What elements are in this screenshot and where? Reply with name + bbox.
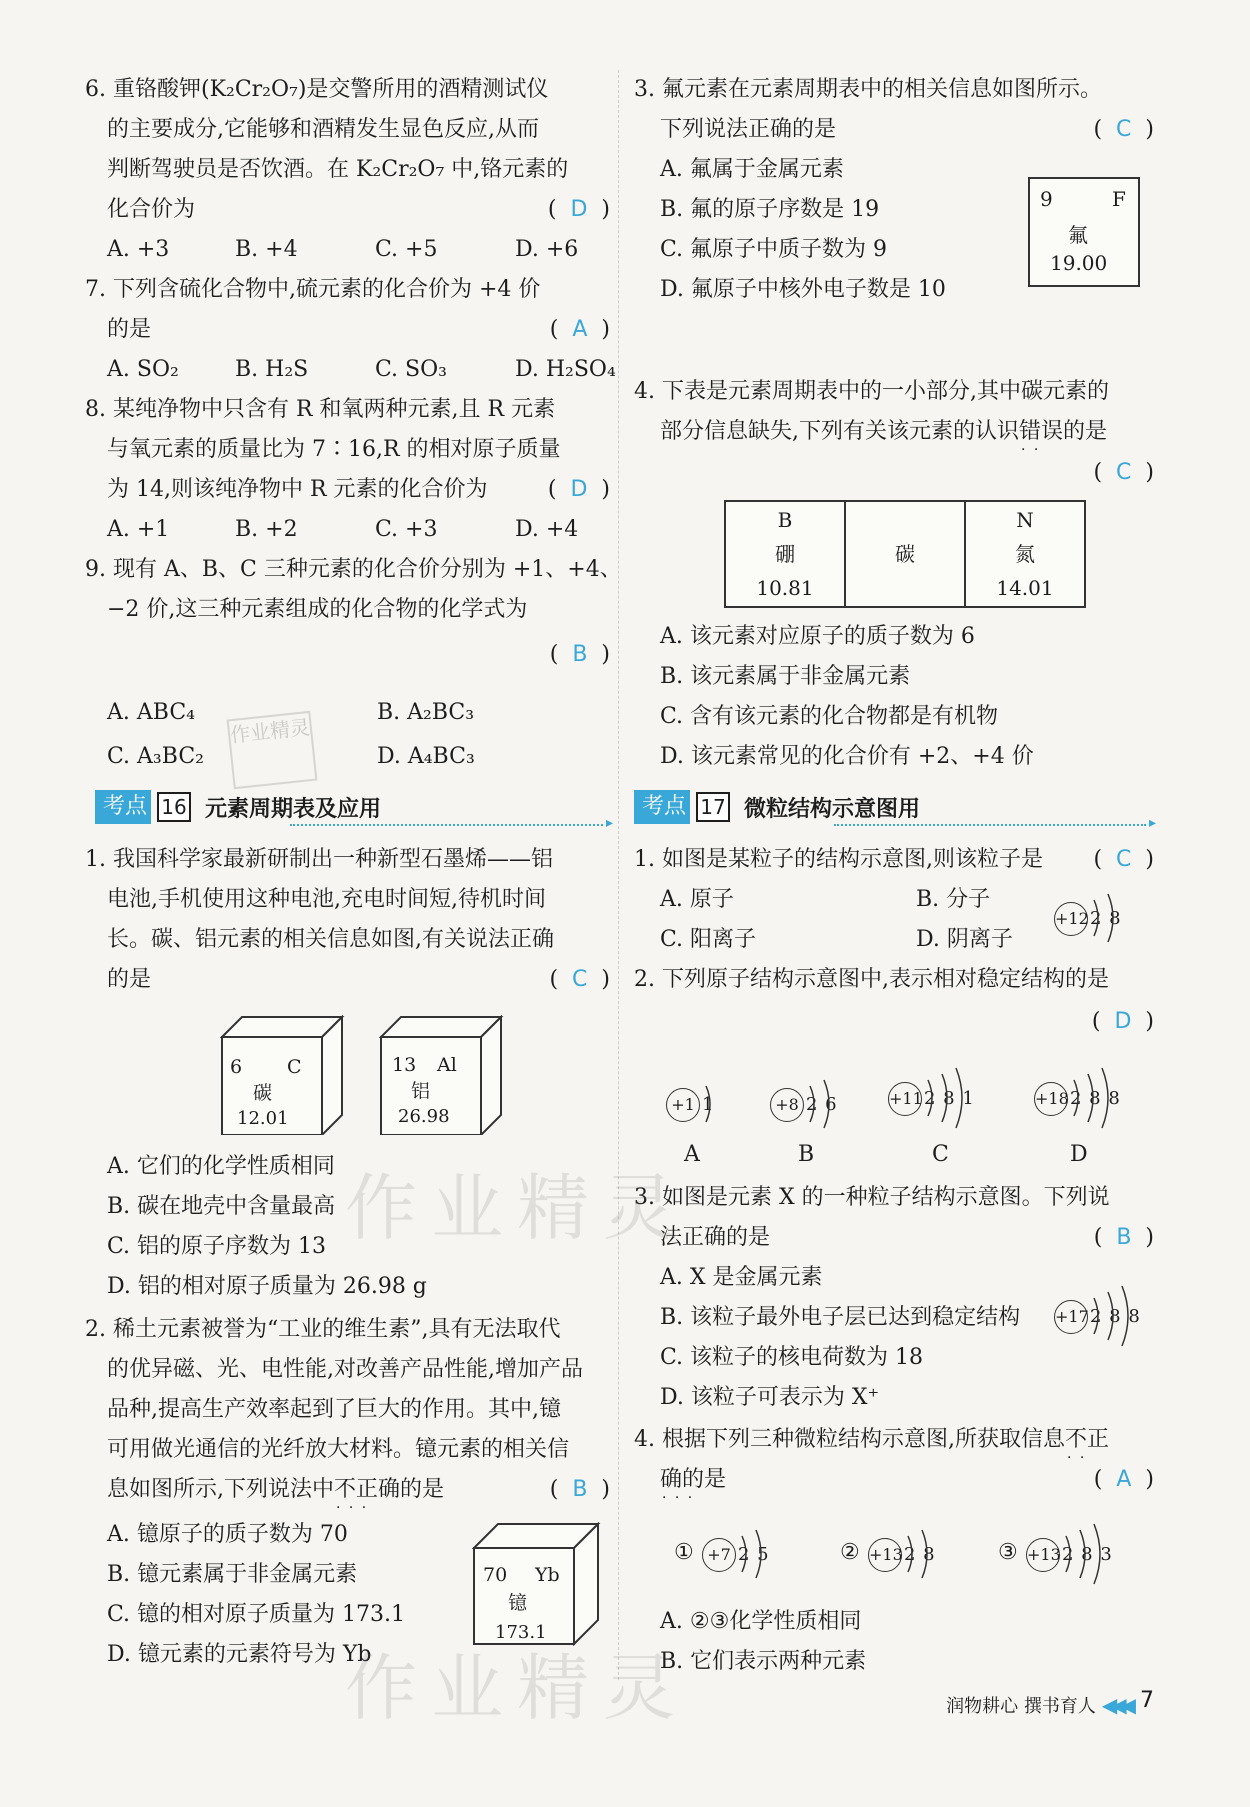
- r-q4-line-2: [660, 417, 1107, 447]
- carbon-symbol: C: [287, 1056, 302, 1078]
- s17q2-label-d: D: [1070, 1142, 1088, 1167]
- s17q2-atom-b-nucleus: +8: [770, 1088, 804, 1122]
- section-17-divider: [834, 824, 1146, 826]
- fluorine-symbol: F: [1112, 187, 1126, 211]
- s17q1-option-c: C. 阳离子: [660, 927, 757, 952]
- s16q2-line-5-post: 的是: [400, 1477, 445, 1502]
- r-q3-answer-letter: C: [1116, 117, 1132, 142]
- r-q3-option-a: A. 氟属于金属元素: [660, 157, 844, 182]
- s17q3-option-c: C. 该粒子的核电荷数为 18: [660, 1345, 924, 1370]
- q6-option-d: D. +6: [515, 237, 579, 262]
- q8-line-2: 与氧元素的质量比为 7∶16,R 的相对原子质量: [107, 437, 561, 462]
- q7-answer-letter: A: [572, 317, 588, 342]
- carbon-mass: 12.01: [237, 1108, 289, 1129]
- column-divider: [618, 70, 619, 1680]
- s16q2-line-3: 品种,提高生产效率起到了巨大的作用。其中,镱: [107, 1397, 561, 1422]
- r-q3-line-1: 3. 氟元素在元素周期表中的相关信息如图所示。: [634, 77, 1102, 102]
- aluminum-mass: 26.98: [398, 1106, 450, 1127]
- s17q2-atom-d-nucleus: +18: [1034, 1082, 1068, 1116]
- q8-line-1: 8. 某纯净物中只含有 R 和氧两种元素,且 R 元素: [85, 397, 556, 422]
- s17q3-option-a: A. X 是金属元素: [660, 1265, 823, 1290]
- watermark-2: 作业精灵: [345, 1646, 690, 1730]
- q8-option-c: C. +3: [375, 517, 438, 542]
- s16q2-line-2: 的优异磁、光、电性能,对改善产品性能,增加产品: [107, 1357, 583, 1382]
- s17q1-nucleus: +12: [1054, 902, 1088, 936]
- q9-line-1: 9. 现有 A、B、C 三种元素的化合价分别为 +1、+4、: [85, 557, 622, 582]
- s17q4-atom-3-arcs: [1026, 1528, 1136, 1588]
- periodic-table-fragment: [724, 500, 1086, 608]
- ytterbium-name: 镱: [508, 1592, 528, 1614]
- s17q2-atom-a-nucleus: +1: [666, 1088, 700, 1122]
- s17q3-answer-letter: B: [1116, 1225, 1132, 1250]
- fluorine-name: 氟: [1068, 223, 1088, 247]
- r-q4-line-2-post: 的是: [1063, 419, 1108, 444]
- q8-option-d: D. +4: [515, 517, 579, 542]
- page-number: 7: [1140, 1688, 1154, 1713]
- s17q4-atom-2-nucleus: +13: [868, 1538, 902, 1572]
- s17q4-atom-1-arcs: [702, 1528, 792, 1588]
- section-17-tag: 考点: [634, 790, 690, 824]
- s17q2-atom-a: [666, 1088, 714, 1122]
- pt-nitrogen-mass: 14.01: [996, 576, 1054, 600]
- s17q4-answer: ( A ): [1093, 1467, 1154, 1492]
- s17q4-atom-3: [1026, 1538, 1113, 1572]
- r-q4-emphasis: 错误 · ·: [1019, 417, 1063, 447]
- pt-boron-name: 硼: [775, 542, 795, 566]
- s17q2-atom-b: [770, 1088, 838, 1122]
- s16q2-answer-letter: B: [572, 1477, 588, 1502]
- q7-answer: ( A ): [549, 317, 610, 342]
- q8-answer-letter: D: [570, 477, 588, 502]
- q6-line-4: 化合价为: [107, 197, 196, 222]
- footer-arrows-icon: ◀◀◀: [1101, 1693, 1130, 1717]
- footer-slogan: 润物耕心 撰书育人: [946, 1696, 1096, 1717]
- fluorine-number: 9: [1040, 187, 1053, 211]
- section-16-tag: 考点: [95, 790, 151, 824]
- r-q3-answer: ( C ): [1093, 117, 1154, 142]
- s16q2-option-d: D. 镱元素的元素符号为 Yb: [107, 1642, 372, 1667]
- fluorine-element-box: [1028, 177, 1140, 287]
- r-q4-option-b: B. 该元素属于非金属元素: [660, 664, 911, 689]
- r-q4-answer-letter: C: [1116, 460, 1132, 485]
- s16q2-option-b: B. 镱元素属于非金属元素: [107, 1562, 358, 1587]
- s17q1-option-d: D. 阴离子: [916, 927, 1013, 952]
- watermark-stamp: 作业精灵: [227, 711, 318, 789]
- s17q4-mark-1: ①: [674, 1540, 694, 1565]
- q9-option-d: D. A₄BC₃: [377, 744, 475, 769]
- q8-answer: ( D ): [547, 477, 610, 502]
- q6-option-c: C. +5: [375, 237, 438, 262]
- section-17-title: 微粒结构示意图用: [744, 796, 921, 822]
- s16q1-answer-letter: C: [572, 967, 588, 992]
- q9-answer-letter: B: [572, 642, 588, 667]
- s17q4-line-1-pre: 4. 根据下列三种微粒结构示意图,所获取信息: [634, 1427, 1065, 1452]
- q6-answer: ( D ): [547, 197, 610, 222]
- r-q4-answer: ( C ): [1093, 460, 1154, 485]
- q6-option-a: A. +3: [107, 237, 170, 262]
- s17q4-line-2: [660, 1465, 726, 1495]
- s17q3-line-1: 3. 如图是元素 X 的一种粒子结构示意图。下列说: [634, 1185, 1110, 1210]
- s17q2-atom-a-arcs: [666, 1078, 746, 1138]
- q7-line-1: 7. 下列含硫化合物中,硫元素的化合价为 +4 价: [85, 277, 541, 302]
- s17q2-line: 2. 下列原子结构示意图中,表示相对稳定结构的是: [634, 967, 1109, 992]
- s17q4-atom-1: [702, 1538, 770, 1572]
- q9-option-c: C. A₃BC₂: [107, 744, 204, 769]
- q7-option-d: D. H₂SO₄: [515, 357, 616, 382]
- s17q1-line: 1. 如图是某粒子的结构示意图,则该粒子是: [634, 847, 1043, 872]
- s17q2-atom-d-shells: 2 8 8: [1070, 1088, 1121, 1109]
- s16q1-option-c: C. 铝的原子序数为 13: [107, 1234, 327, 1259]
- section-16-title: 元素周期表及应用: [205, 796, 382, 822]
- s17q4-line-1: [634, 1425, 1109, 1455]
- s17q2-atom-d: [1034, 1082, 1121, 1116]
- s16q1-option-b: B. 碳在地壳中含量最高: [107, 1194, 336, 1219]
- r-q3-line-2: 下列说法正确的是: [660, 117, 837, 142]
- s16q2-option-a: A. 镱原子的质子数为 70: [107, 1522, 348, 1547]
- s17q2-atom-c-shells: 2 8 1: [924, 1088, 975, 1109]
- s17q3-option-b: B. 该粒子最外电子层已达到稳定结构: [660, 1305, 1021, 1330]
- s16q1-line-1: 1. 我国科学家最新研制出一种新型石墨烯——铝: [85, 847, 553, 872]
- s17q4-mark-3: ③: [998, 1540, 1018, 1565]
- ytterbium-symbol: Yb: [535, 1564, 560, 1586]
- s17q1-shell-arcs: [1054, 892, 1144, 952]
- pt-nitrogen-name: 氮: [1015, 542, 1035, 566]
- q7-option-c: C. SO₃: [375, 357, 447, 382]
- pt-boron-mass: 10.81: [756, 576, 814, 600]
- r-q4-option-a: A. 该元素对应原子的质子数为 6: [660, 624, 975, 649]
- s17q4-mark-2: ②: [840, 1540, 860, 1565]
- s17q4-atom-3-shells: 2 8 3: [1062, 1544, 1113, 1565]
- s17q2-atom-a-shells: 1: [702, 1094, 715, 1115]
- s17q2-atom-b-arcs: [770, 1078, 860, 1138]
- q7-line-2: 的是: [107, 317, 152, 342]
- pt-nitrogen-symbol: N: [1016, 508, 1034, 532]
- s16q1-answer: ( C ): [549, 967, 610, 992]
- fluorine-mass: 19.00: [1050, 251, 1108, 275]
- s17q4-line-2-post: 的是: [682, 1467, 727, 1492]
- s16q2-emphasis: 不正确 · · ·: [334, 1475, 400, 1505]
- carbon-name: 碳: [253, 1082, 273, 1104]
- pt-nitrogen-cell: [965, 501, 1085, 607]
- s17q2-label-b: B: [798, 1142, 815, 1167]
- s17q1-atom-diagram: [1054, 902, 1122, 936]
- s17q2-atom-c: [888, 1082, 975, 1116]
- s16q2-line-1: 2. 稀土元素被誉为“工业的维生素”,具有无法取代: [85, 1317, 561, 1342]
- s17q4-emphasis-2: 确 · · ·: [660, 1465, 682, 1495]
- aluminum-name: 铝: [411, 1080, 431, 1102]
- q9-answer: ( B ): [549, 642, 610, 667]
- carbon-number: 6: [230, 1056, 243, 1078]
- watermark-1: 作业精灵: [345, 1166, 690, 1250]
- r-q4-line-2-pre: 部分信息缺失,下列有关该元素的认识: [660, 419, 1019, 444]
- q7-option-b: B. H₂S: [235, 357, 309, 382]
- s17q1-answer-letter: C: [1116, 847, 1132, 872]
- s16q1-line-4: 的是: [107, 967, 152, 992]
- s16q1-option-a: A. 它们的化学性质相同: [107, 1154, 335, 1179]
- s17q3-line-2: 法正确的是: [660, 1225, 771, 1250]
- r-q3-option-d: D. 氟原子中核外电子数是 10: [660, 277, 946, 302]
- q9-option-a: A. ABC₄: [107, 700, 195, 725]
- s16q2-answer: ( B ): [549, 1477, 610, 1502]
- s17q4-atom-3-nucleus: +13: [1026, 1538, 1060, 1572]
- s17q4-answer-letter: A: [1116, 1467, 1132, 1492]
- ytterbium-number: 70: [483, 1564, 508, 1586]
- pt-boron-cell: [725, 501, 845, 607]
- aluminum-number: 13: [392, 1054, 417, 1076]
- pt-carbon-cell: [845, 501, 965, 607]
- s17q2-atom-c-arcs: [888, 1072, 998, 1132]
- footer: [946, 1692, 1130, 1718]
- pt-boron-symbol: B: [777, 508, 793, 532]
- section-16-divider: [290, 824, 603, 826]
- s17q2-atom-c-nucleus: +11: [888, 1082, 922, 1116]
- s17q4-atom-1-nucleus: +7: [702, 1538, 736, 1572]
- q6-line-2: 的主要成分,它能够和酒精发生显色反应,从而: [107, 117, 539, 142]
- aluminum-symbol: Al: [437, 1054, 457, 1076]
- pt-carbon-name: 碳: [895, 542, 915, 566]
- s17q2-label-a: A: [684, 1142, 700, 1167]
- r-q4-line-1: 4. 下表是元素周期表中的一小部分,其中碳元素的: [634, 379, 1109, 404]
- s17q3-option-d: D. 该粒子可表示为 X⁺: [660, 1385, 880, 1410]
- q9-line-2: −2 价,这三种元素组成的化合物的化学式为: [107, 597, 528, 622]
- s16q2-option-c: C. 镱的相对原子质量为 173.1: [107, 1602, 406, 1627]
- r-q3-option-c: C. 氟原子中质子数为 9: [660, 237, 888, 262]
- s17q1-shells: 2 8: [1090, 908, 1122, 929]
- section-16-number: 16: [157, 792, 191, 822]
- section-16-header: [95, 790, 381, 824]
- q8-option-a: A. +1: [107, 517, 170, 542]
- s17q4-emphasis-1: 不正 · ·: [1065, 1425, 1109, 1455]
- s16q2-line-5-pre: 息如图所示,下列说法中: [107, 1477, 334, 1502]
- q7-option-a: A. SO₂: [107, 357, 179, 382]
- s17q2-atom-d-arcs: [1034, 1072, 1144, 1132]
- s16q2-line-5: [107, 1475, 444, 1505]
- s17q4-atom-2: [868, 1538, 936, 1572]
- s17q2-atom-b-shells: 2 6: [806, 1094, 838, 1115]
- s16q1-line-2: 电池,手机使用这种电池,充电时间短,待机时间: [107, 887, 546, 912]
- s17q4-atom-2-arcs: [868, 1528, 958, 1588]
- r-q3-option-b: B. 氟的原子序数是 19: [660, 197, 880, 222]
- q6-answer-letter: D: [570, 197, 588, 222]
- s17q4-option-a: A. ②③化学性质相同: [660, 1609, 862, 1634]
- section-17-header: [634, 790, 920, 824]
- s17q4-option-b: B. 它们表示两种元素: [660, 1649, 867, 1674]
- q6-line-3: 判断驾驶员是否饮酒。在 K₂Cr₂O₇ 中,铬元素的: [107, 157, 569, 182]
- q6-option-b: B. +4: [235, 237, 298, 262]
- ytterbium-mass: 173.1: [495, 1622, 547, 1643]
- s17q1-answer: ( C ): [1093, 847, 1154, 872]
- q8-line-3: 为 14,则该纯净物中 R 元素的化合价为: [107, 477, 488, 502]
- r-q4-option-d: D. 该元素常见的化合价有 +2、+4 价: [660, 744, 1034, 769]
- s17q3-nucleus: +17: [1054, 1300, 1088, 1334]
- q9-option-b: B. A₂BC₃: [377, 700, 475, 725]
- s17q3-atom-diagram: [1054, 1300, 1141, 1334]
- s16q2-line-4: 可用做光通信的光纤放大材料。镱元素的相关信: [107, 1437, 570, 1462]
- s17q2-label-c: C: [932, 1142, 949, 1167]
- s16q1-line-3: 长。碳、铝元素的相关信息如图,有关说法正确: [107, 927, 554, 952]
- s17q3-shell-arcs: [1054, 1290, 1154, 1350]
- s16q1-option-d: D. 铝的相对原子质量为 26.98 g: [107, 1274, 427, 1299]
- q8-option-b: B. +2: [235, 517, 298, 542]
- q6-line-1: 6. 重铬酸钾(K₂Cr₂O₇)是交警所用的酒精测试仪: [85, 77, 549, 102]
- s17q2-answer-letter: D: [1114, 1009, 1132, 1034]
- s17q1-option-a: A. 原子: [660, 887, 734, 912]
- s17q3-shells: 2 8 8: [1090, 1306, 1141, 1327]
- s17q1-option-b: B. 分子: [916, 887, 991, 912]
- s17q4-atom-2-shells: 2 8: [904, 1544, 936, 1565]
- section-17-number: 17: [696, 792, 730, 822]
- s17q2-answer: ( D ): [1091, 1009, 1154, 1034]
- r-q4-option-c: C. 含有该元素的化合物都是有机物: [660, 704, 999, 729]
- s17q3-answer: ( B ): [1093, 1225, 1154, 1250]
- s17q4-atom-1-shells: 2 5: [738, 1544, 770, 1565]
